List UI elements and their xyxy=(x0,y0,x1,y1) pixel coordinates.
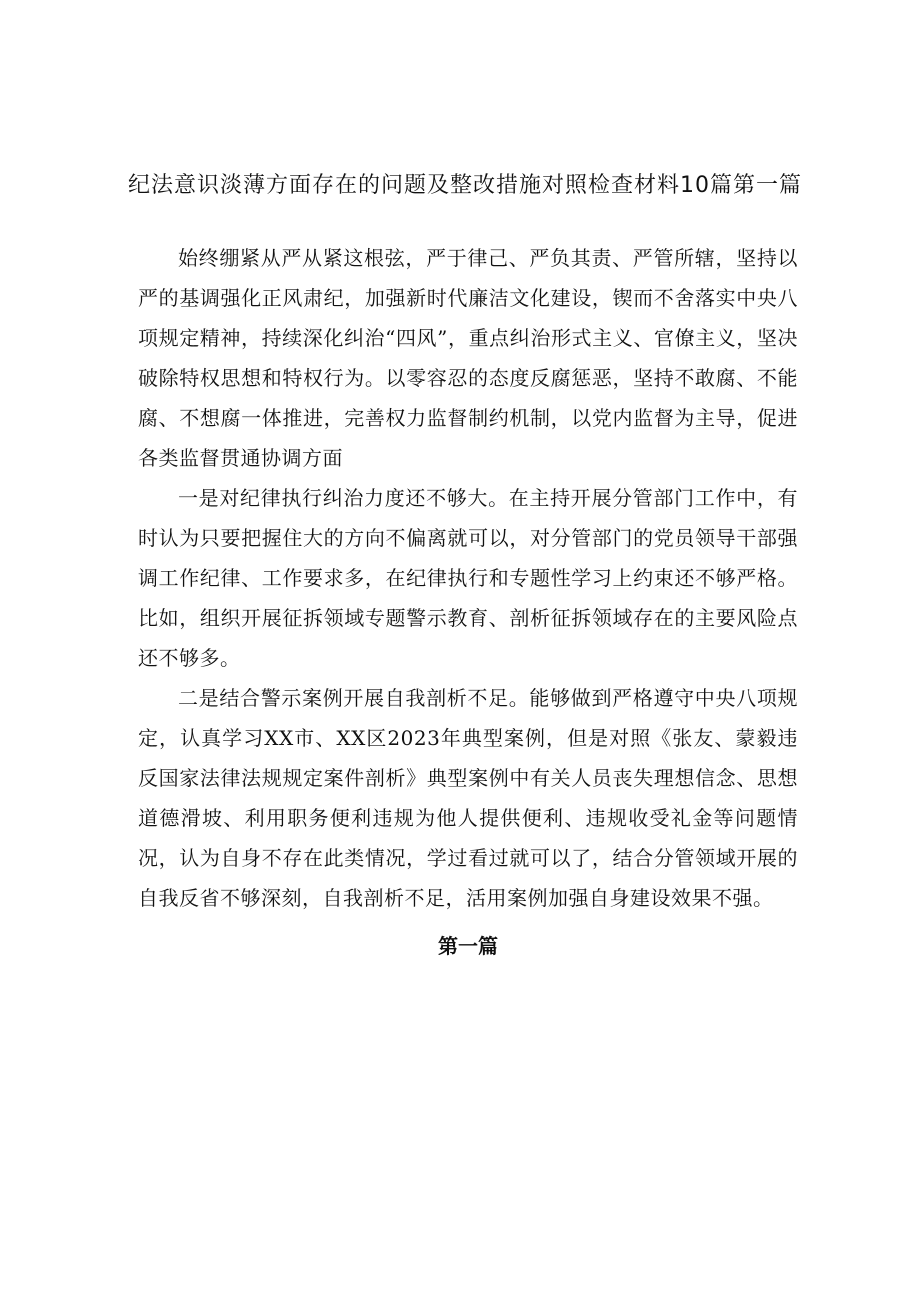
paragraph-issue-one: 一是对纪律执行纠治力度还不够大。在主持开展分管部门工作中，有时认为只要把握住大的方向不偏离就可以，对分管部门的党员领导干部强调工作纪律、工作要求多，在纪律执行和专题性学习上约束还不够严格。比如，组织开展征拆领域专题警示教育、剖析征拆领域存在的主要风险点还不够多。 xyxy=(138,486,798,670)
document-title: 纪法意识淡薄方面存在的问题及整改措施对照检查材料10篇第一篇 xyxy=(128,173,802,198)
section-heading: 第一篇 xyxy=(438,934,498,958)
document-body xyxy=(138,238,798,966)
paragraph-intro: 始终绷紧从严从紧这根弦，严于律己、严负其责、严管所辖，坚持以严的基调强化正风肃纪，加强新时代廉洁文化建设，锲而不舍落实中央八项规定精神，持续深化纠治“四风”，重点纠治形式主义、官僚主义，坚决破除特权思想和特权行为。以零容忍的态度反腐惩恶，坚持不敢腐、不能腐、不想腐一体推进，完善权力监督制约机制，以党内监督为主导，促进各类监督贯通协调方面 xyxy=(138,246,798,470)
paragraph-issue-two: 二是结合警示案例开展自我剖析不足。能够做到严格遵守中央八项规定，认真学习XX市、XX区2023年典型案例，但是对照《张友、蒙毅违反国家法律法规规定案件剖析》典型案例中有关人员丧失理想信念、思想道德滑坡、利用职务便利违规为他人提供便利、违规收受礼金等问题情况，认为自身不存在此类情况，学过看过就可以了，结合分管领域开展的自我反省不够深刻，自我剖析不足，活用案例加强自身建设效果不强。 xyxy=(138,686,798,910)
